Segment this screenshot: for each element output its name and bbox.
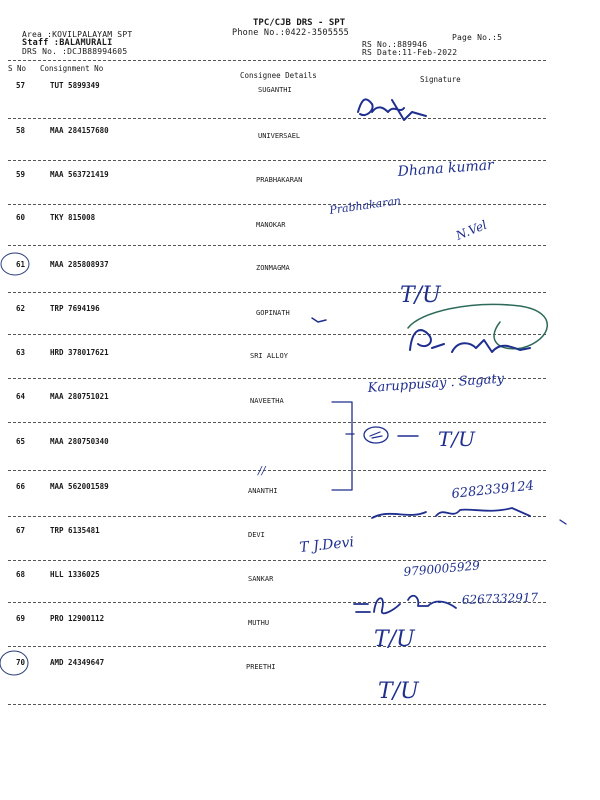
row-60-consignment: TKY 815008 bbox=[50, 213, 96, 222]
column-sno: S No bbox=[8, 64, 27, 73]
area-text: Area :KOVILPALAYAM SPT bbox=[22, 30, 133, 39]
row-69-consignee: MUTHU bbox=[248, 619, 270, 627]
row-63-sno: 63 bbox=[16, 348, 26, 357]
row-61-consignee: ZONMAGMA bbox=[256, 264, 290, 272]
row-divider bbox=[8, 118, 546, 119]
row-68-consignment: HLL 1336025 bbox=[50, 570, 100, 579]
bracket-64-66 bbox=[332, 402, 352, 490]
drs-number-text: DRS No. :DCJB88994605 bbox=[22, 47, 128, 56]
row-divider bbox=[8, 334, 546, 335]
row-65-sno: 65 bbox=[16, 437, 26, 446]
loop-signature-62 bbox=[408, 304, 547, 348]
document-title: TPC/CJB DRS - SPT bbox=[253, 18, 346, 28]
row-divider bbox=[8, 204, 546, 205]
row-70-consignment: AMD 24349647 bbox=[50, 658, 105, 667]
staff-text: Staff :BALAMURALI bbox=[22, 38, 113, 48]
ditto-mark-65: // bbox=[258, 464, 266, 477]
tu-mark-69: T/U bbox=[374, 627, 415, 652]
phone-text: Phone No.:0422-3505555 bbox=[232, 28, 349, 38]
row-66-sno: 66 bbox=[16, 482, 26, 491]
column-consignment: Consignment No bbox=[40, 64, 104, 73]
row-69-consignment: PRO 12900112 bbox=[50, 614, 105, 623]
row-62-sno: 62 bbox=[16, 304, 26, 313]
row-divider bbox=[8, 646, 546, 647]
row-59-consignee: PRABHAKARAN bbox=[256, 176, 303, 184]
page-number-text: Page No.:5 bbox=[452, 33, 503, 42]
rs-number-text: RS No.:889946 bbox=[362, 40, 428, 49]
signature-60-a: Prabhakaran bbox=[328, 194, 402, 217]
row-63-consignment: HRD 378017621 bbox=[50, 348, 109, 357]
row-58-sno: 58 bbox=[16, 126, 26, 135]
row-divider bbox=[8, 560, 546, 561]
rs-date-text: RS Date:11-Feb-2022 bbox=[362, 48, 458, 57]
row-divider bbox=[8, 470, 546, 471]
inner-mark-65 bbox=[370, 432, 382, 438]
row-divider bbox=[8, 160, 546, 161]
column-signature: Signature bbox=[420, 75, 461, 84]
row-59-consignment: MAA 563721419 bbox=[50, 170, 109, 179]
row-67-sno: 67 bbox=[16, 526, 26, 535]
row-divider bbox=[8, 516, 546, 517]
row-60-sno: 60 bbox=[16, 213, 26, 222]
signature-scribble-68 bbox=[354, 596, 456, 614]
row-divider bbox=[8, 245, 546, 246]
row-64-consignee: NAVEETHA bbox=[250, 397, 284, 405]
tu-mark-61: T/U bbox=[400, 283, 441, 308]
row-68-sno: 68 bbox=[16, 570, 26, 579]
row-66-consignee: ANANTHI bbox=[248, 487, 278, 495]
row-57-consignment: TUT 5899349 bbox=[50, 81, 100, 90]
signature-67: T J.Devi bbox=[298, 534, 355, 556]
circle-mark-65 bbox=[364, 427, 388, 443]
signature-58: Dhana kumar bbox=[397, 157, 495, 180]
phone-66: 6282339124 bbox=[450, 478, 535, 502]
signature-60-b: N.Vel bbox=[453, 217, 489, 243]
row-68-consignee: SANKAR bbox=[248, 575, 274, 583]
row-divider bbox=[8, 292, 546, 293]
row-65-consignment: MAA 280750340 bbox=[50, 437, 109, 446]
phone-68: 6267332917 bbox=[461, 590, 539, 607]
row-64-sno: 64 bbox=[16, 392, 26, 401]
row-66-consignment: MAA 562001589 bbox=[50, 482, 109, 491]
row-59-sno: 59 bbox=[16, 170, 26, 179]
row-64-consignment: MAA 280751021 bbox=[50, 392, 109, 401]
row-60-consignee: MANOKAR bbox=[256, 221, 286, 229]
row-divider bbox=[8, 602, 546, 603]
row-61-sno: 61 bbox=[16, 260, 26, 269]
signature-scribble-57 bbox=[358, 99, 426, 120]
row-58-consignment: MAA 284157680 bbox=[50, 126, 109, 135]
row-61-consignment: MAA 285808937 bbox=[50, 260, 109, 269]
row-70-sno: 70 bbox=[16, 658, 26, 667]
row-67-consignee: DEVI bbox=[248, 531, 265, 539]
column-consignee: Consignee Details bbox=[240, 71, 317, 80]
row-divider bbox=[8, 704, 546, 705]
row-62-consignment: TRP 7694196 bbox=[50, 304, 100, 313]
row-58-consignee: UNIVERSAEL bbox=[258, 132, 301, 140]
row-divider bbox=[8, 378, 546, 379]
tu-mark-65: T/U bbox=[438, 427, 475, 451]
row-63-consignee: SRI ALLOY bbox=[250, 352, 288, 360]
tu-mark-70: T/U bbox=[378, 679, 419, 704]
row-67-consignment: TRP 6135481 bbox=[50, 526, 100, 535]
row-divider bbox=[8, 422, 546, 423]
row-62-consignee: GOPINATH bbox=[256, 309, 290, 317]
phone-67: 9790005929 bbox=[403, 558, 481, 579]
stray-mark-66 bbox=[560, 520, 566, 524]
tick-mark-62 bbox=[312, 318, 326, 322]
row-70-consignee: PREETHI bbox=[246, 663, 276, 671]
signature-64: Karuppusay . Sagaty bbox=[367, 371, 505, 396]
row-57-sno: 57 bbox=[16, 81, 26, 90]
row-69-sno: 69 bbox=[16, 614, 26, 623]
row-57-consignee: SUGANTHI bbox=[258, 86, 292, 94]
header-top-rule bbox=[8, 60, 546, 61]
